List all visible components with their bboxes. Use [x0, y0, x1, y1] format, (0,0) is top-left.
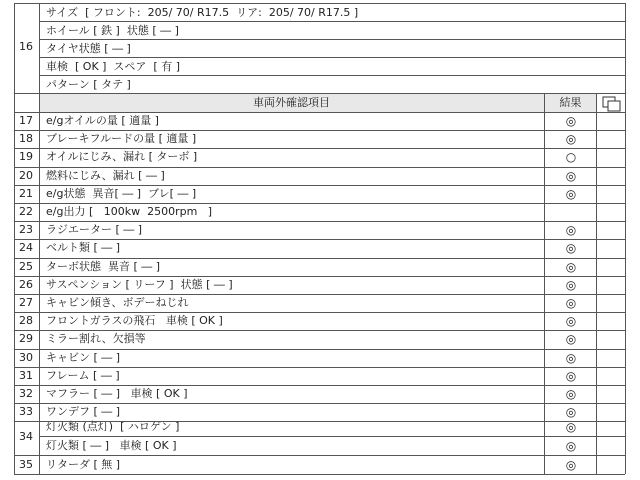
result-mark: ◎ [565, 332, 577, 346]
result-mark: ◎ [565, 241, 577, 255]
tire-size-row: サイズ [ フロント: 205/ 70/ R17.5 リア: 205/ 70/ R17.5 ] [46, 6, 359, 19]
row-divider [14, 148, 625, 149]
item-number: 29 [19, 332, 33, 345]
item-number: 21 [19, 187, 33, 200]
item-text: e/gオイルの量 [ 適量 ] [46, 114, 159, 127]
row-divider [39, 39, 625, 40]
result-mark: ◎ [565, 187, 577, 201]
item-number: 22 [19, 205, 33, 218]
item-number: 17 [19, 114, 33, 127]
row-divider [39, 436, 625, 437]
result-mark: ◎ [565, 369, 577, 383]
item-text: 燃料にじみ、漏れ [ ― ] [46, 169, 165, 182]
item-text: フロントガラスの飛石 車検 [ OK ] [46, 314, 223, 327]
item-number: 24 [19, 241, 33, 254]
row-divider [14, 385, 625, 386]
lighting-row: 灯火類 (点灯) [ ハロゲン ] [46, 420, 180, 433]
result-mark: ◎ [565, 458, 577, 472]
result-mark: ◎ [565, 439, 577, 453]
row-divider [14, 130, 625, 131]
row-divider [14, 349, 625, 350]
result-mark: ◎ [565, 314, 577, 328]
item-text: e/g状態 異音[ ― ] ブレ[ ― ] [46, 187, 197, 200]
row-divider [14, 3, 625, 4]
pattern-row: パターン [ タテ ] [46, 78, 131, 91]
item-number: 28 [19, 314, 33, 327]
result-mark: ◎ [565, 420, 577, 434]
item-number: 18 [19, 132, 33, 145]
item-number: 27 [19, 296, 33, 309]
item-text: フレーム [ ― ] [46, 369, 120, 382]
row-divider [14, 258, 625, 259]
result-mark: ○ [565, 150, 577, 164]
row-divider [14, 455, 625, 456]
column-divider [625, 3, 626, 474]
row-divider [14, 421, 625, 422]
item-number: 19 [19, 150, 33, 163]
row-divider [14, 403, 625, 404]
item-text: キャビン [ ― ] [46, 351, 121, 364]
item-number: 20 [19, 169, 33, 182]
result-mark: ◎ [565, 296, 577, 310]
item-text: マフラー [ ― ] 車検 [ OK ] [46, 387, 188, 400]
item-number: 35 [19, 458, 33, 471]
item-number: 33 [19, 405, 33, 418]
column-divider [544, 93, 545, 474]
row-divider [14, 112, 625, 113]
item-number: 26 [19, 278, 33, 291]
retarder-row: リターダ [ 無 ] [46, 458, 121, 471]
row-divider [14, 312, 625, 313]
item-number: 16 [19, 40, 33, 53]
row-divider [14, 93, 625, 94]
item-text: ターボ状態 異音 [ ― ] [46, 260, 161, 273]
item-text: ワンデフ [ ― ] [46, 405, 121, 418]
copy-icon [600, 96, 624, 112]
result-mark: ◎ [565, 278, 577, 292]
item-text: ベルト類 [ ― ] [46, 241, 121, 254]
result-header: 結果 [545, 94, 596, 112]
result-mark: ◎ [565, 132, 577, 146]
item-number: 30 [19, 351, 33, 364]
item-text: ブレーキフルードの量 [ 適量 ] [46, 132, 197, 145]
item-text: ミラー割れ、欠損等 [46, 332, 146, 345]
item-number: 34 [19, 430, 33, 443]
item-number: 31 [19, 369, 33, 382]
row-divider [14, 167, 625, 168]
column-divider [14, 3, 15, 474]
item-text: オイルにじみ、漏れ [ ターボ ] [46, 150, 198, 163]
row-divider [14, 185, 625, 186]
row-divider [14, 330, 625, 331]
item-text: サスペンション [ リーフ ] 状態 [ ― ] [46, 278, 233, 291]
row-divider [14, 239, 625, 240]
row-divider [39, 57, 625, 58]
row-divider [39, 75, 625, 76]
row-divider [14, 203, 625, 204]
row-divider [39, 21, 625, 22]
result-mark: ◎ [565, 169, 577, 183]
column-divider [39, 3, 40, 474]
tire-condition-row: タイヤ状態 [ ― ] [46, 42, 131, 55]
item-number: 23 [19, 223, 33, 236]
row-divider [14, 276, 625, 277]
section-header-title: 車両外確認項目 [39, 94, 544, 112]
result-mark: ◎ [565, 351, 577, 365]
result-mark: ◎ [565, 387, 577, 401]
item-text: e/g出力 [ 100kw 2500rpm ] [46, 205, 213, 218]
inspection-spare-row: 車検 [ OK ] スペア [ 有 ] [46, 60, 181, 73]
lighting-inspection-row: 灯火類 [ ― ] 車検 [ OK ] [46, 439, 177, 452]
item-text: ラジエーター [ ― ] [46, 223, 143, 236]
row-divider [14, 294, 625, 295]
row-divider [14, 474, 625, 475]
result-mark: ◎ [565, 223, 577, 237]
wheel-row: ホイール [ 鉄 ] 状態 [ ― ] [46, 24, 179, 37]
column-divider [596, 93, 597, 474]
result-mark: ◎ [565, 405, 577, 419]
result-mark: ◎ [565, 260, 577, 274]
result-mark: ◎ [565, 114, 577, 128]
item-number: 25 [19, 260, 33, 273]
row-divider [14, 367, 625, 368]
item-text: キャビン傾き、ボデーねじれ [46, 296, 189, 309]
row-divider [14, 221, 625, 222]
item-number: 32 [19, 387, 33, 400]
